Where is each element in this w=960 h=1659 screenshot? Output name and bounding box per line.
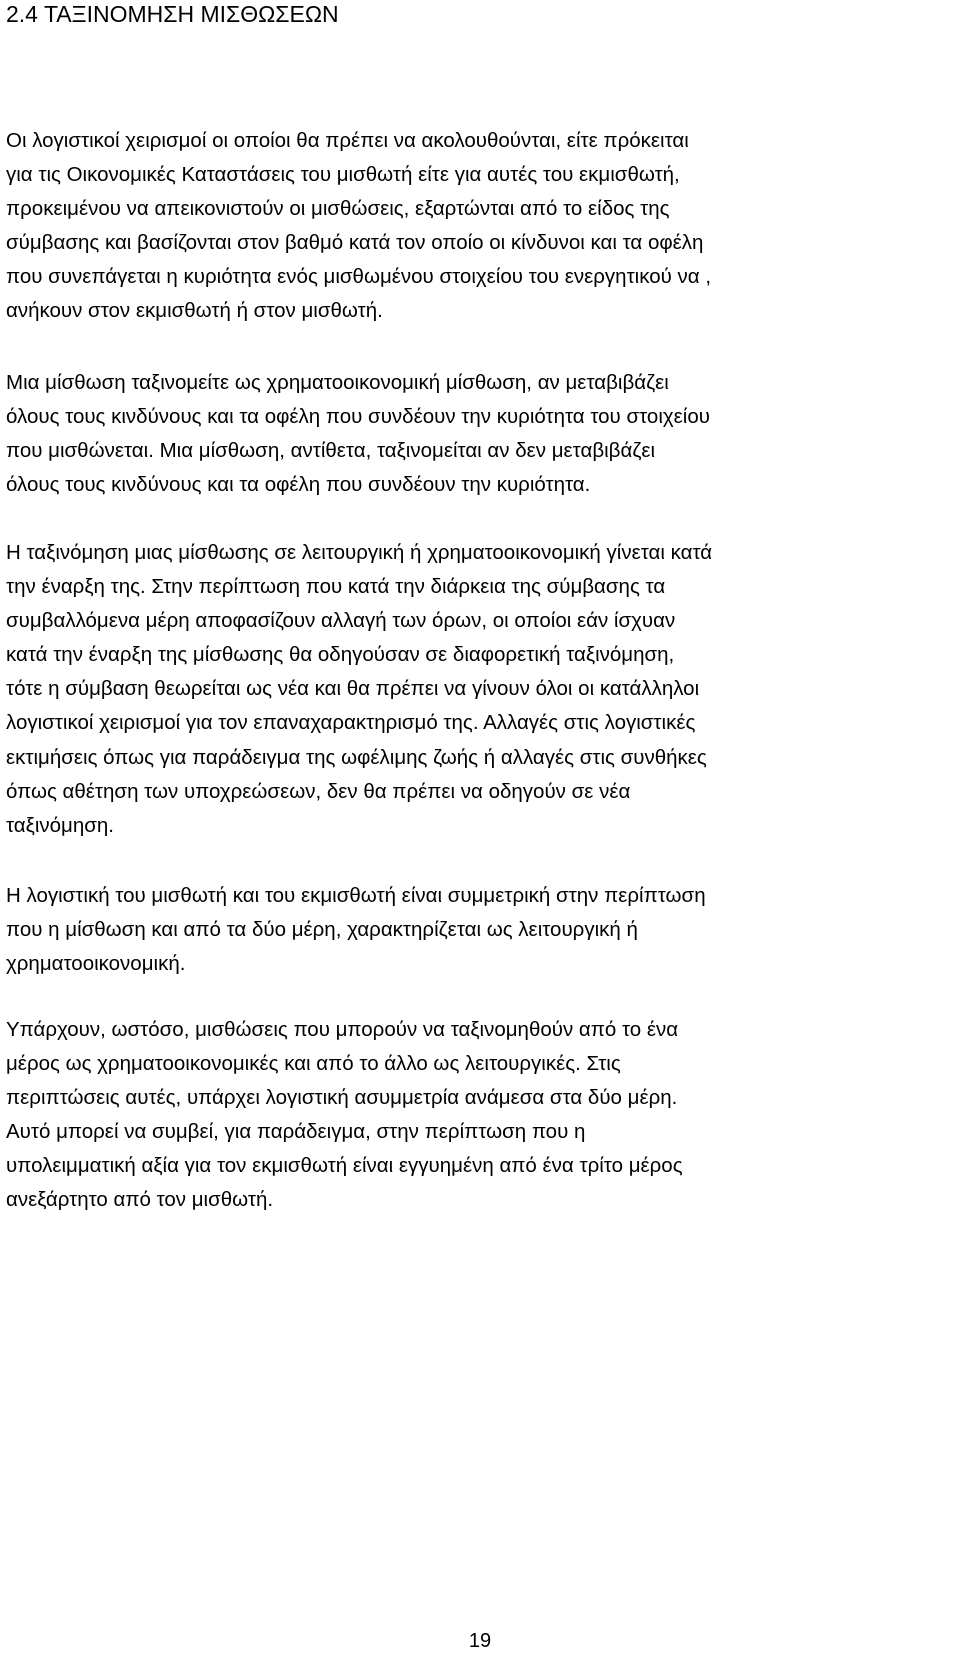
paragraph-accounting-treatment [6, 124, 711, 329]
text-line: σύμβασης και βασίζονται στον βαθμό κατά τον οποίο οι κίνδυνοι και τα οφέλη [6, 231, 704, 255]
text-line: την έναρξη της. Στην περίπτωση που κατά την διάρκεια της σύμβασης τα [6, 575, 666, 599]
text-line: όλους τους κινδύνους και τα οφέλη που συνδέουν την κυριότητα του στοιχείου [6, 405, 710, 429]
text-line: που συνεπάγεται η κυριότητα ενός μισθωμένου στοιχείου του ενεργητικού να , [6, 265, 712, 289]
text-line: Αυτό μπορεί να συμβεί, για παράδειγμα, στην περίπτωση που η [6, 1120, 586, 1144]
text-line: Η ταξινόμηση μιας μίσθωσης σε λειτουργική ή χρηματοοικονομική γίνεται κατά [6, 541, 713, 564]
text-line: υπολειμματική αξία για τον εκμισθωτή είναι εγγυημένη από ένα τρίτο μέρος [6, 1154, 683, 1178]
text-line: Μια μίσθωση ταξινομείτε ως χρηματοοικονομική μίσθωση, αν μεταβιβάζει [6, 371, 669, 394]
text-line: Οι λογιστικοί χειρισμοί οι οποίοι θα πρέπει να ακολουθούνται, είτε πρόκειται [6, 129, 689, 152]
text-line: Η λογιστική του μισθωτή και του εκμισθωτή είναι συμμετρική στην περίπτωση [6, 884, 706, 907]
text-line: όπως αθέτηση των υποχρεώσεων, δεν θα πρέπει να οδηγούν σε νέα [6, 779, 631, 803]
section-heading: 2.4 ΤΑΞΙΝΟΜΗΣΗ ΜΙΣΘΩΣΕΩΝ [6, 1, 339, 27]
text-line: που μισθώνεται. Μια μίσθωση, αντίθετα, ταξινομείται αν δεν μεταβιβάζει [6, 439, 656, 463]
text-line: για τις Οικονομικές Καταστάσεις του μισθωτή είτε για αυτές του εκμισθωτή, [6, 163, 680, 187]
page-number: 19 [468, 1630, 492, 1652]
text-line: λογιστικοί χειρισμοί για τον επαναχαρακτηρισμό της. Αλλαγές στις λογιστικές [6, 711, 696, 735]
text-line: εκτιμήσεις όπως για παράδειγμα της ωφέλιμης ζωής ή αλλαγές στις συνθήκες [6, 745, 707, 769]
text-line: μέρος ως χρηματοοικονομικές και από το άλλο ως λειτουργικές. Στις [6, 1052, 621, 1076]
text-line: ανήκουν στον εκμισθωτή ή στον μισθωτή. [6, 299, 383, 323]
paragraph-accounting-asymmetry [6, 1013, 683, 1218]
text-line: που η μίσθωση και από τα δύο μέρη, χαρακτηρίζεται ως λειτουργική ή [6, 918, 638, 942]
paragraph-classification-timing [6, 536, 712, 843]
text-line: ταξινόμηση. [6, 813, 115, 837]
text-line: ανεξάρτητο από τον μισθωτή. [6, 1188, 274, 1212]
text-line: χρηματοοικονομική. [6, 952, 186, 976]
text-line: συμβαλλόμενα μέρη αποφασίζουν αλλαγή των όρων, οι οποίοι εάν ίσχυαν [6, 609, 676, 633]
text-line: όλους τους κινδύνους και τα οφέλη που συνδέουν την κυριότητα. [6, 473, 591, 497]
paragraph-symmetric-accounting [6, 879, 706, 981]
text-line: Υπάρχουν, ωστόσο, μισθώσεις που μπορούν να ταξινομηθούν από το ένα [6, 1018, 679, 1041]
text-line: τότε η σύμβαση θεωρείται ως νέα και θα πρέπει να γίνουν όλοι οι κατάλληλοι [6, 677, 700, 701]
text-line: κατά την έναρξη της μίσθωσης θα οδηγούσαν σε διαφορετική ταξινόμηση, [6, 643, 675, 667]
text-line: περιπτώσεις αυτές, υπάρχει λογιστική ασυμμετρία ανάμεσα στα δύο μέρη. [6, 1086, 678, 1110]
text-line: προκειμένου να απεικονιστούν οι μισθώσεις, εξαρτώνται από το είδος της [6, 197, 670, 221]
paragraph-finance-lease-definition [6, 366, 710, 502]
